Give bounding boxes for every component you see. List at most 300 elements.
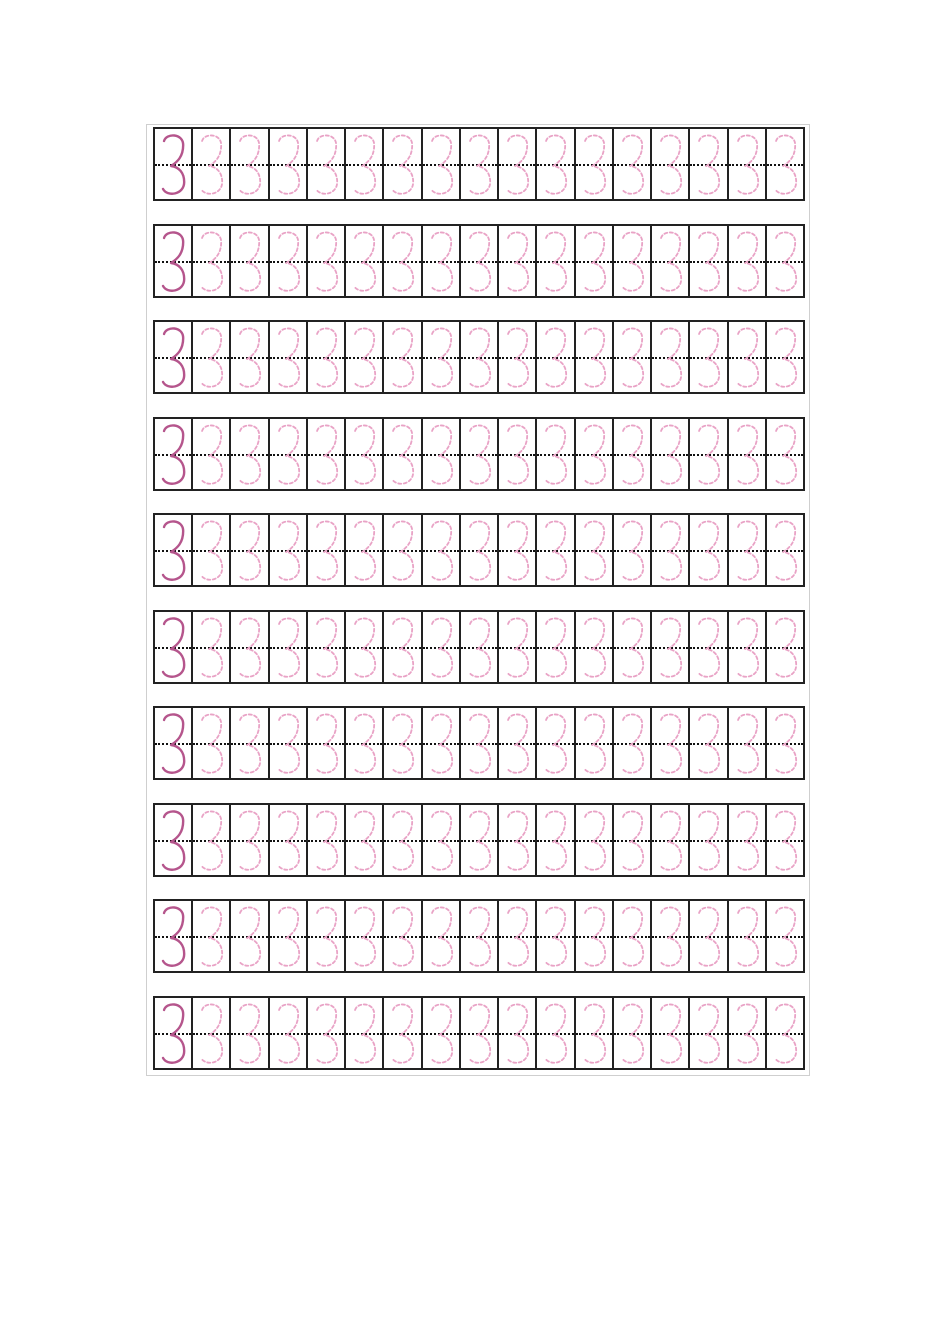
traceable-digit [270, 805, 306, 875]
trace-digit-cell[interactable] [308, 708, 346, 778]
trace-digit-cell[interactable] [499, 901, 537, 971]
trace-digit-cell[interactable] [193, 612, 231, 682]
trace-digit-cell[interactable] [346, 612, 384, 682]
trace-digit-cell[interactable] [270, 129, 308, 199]
trace-digit-cell[interactable] [729, 129, 767, 199]
traceable-digit [270, 322, 306, 392]
traceable-digit [767, 129, 803, 199]
trace-digit-cell[interactable] [308, 419, 346, 489]
traceable-digit [767, 322, 803, 392]
traceable-digit [270, 226, 306, 296]
trace-digit-cell[interactable] [537, 901, 575, 971]
traceable-digit [308, 419, 344, 489]
trace-digit-cell[interactable] [729, 612, 767, 682]
trace-digit-cell[interactable] [461, 998, 499, 1068]
trace-digit-cell[interactable] [767, 419, 803, 489]
trace-digit-cell[interactable] [614, 708, 652, 778]
trace-digit-cell[interactable] [308, 612, 346, 682]
trace-digit-cell[interactable] [537, 515, 575, 585]
traceable-digit [537, 129, 573, 199]
trace-digit-cell[interactable] [308, 226, 346, 296]
traceable-digit [231, 322, 267, 392]
traceable-digit [614, 708, 650, 778]
traceable-digit [499, 129, 535, 199]
trace-digit-cell[interactable] [499, 998, 537, 1068]
trace-digit-cell[interactable] [193, 322, 231, 392]
trace-digit-cell[interactable] [537, 419, 575, 489]
trace-digit-cell[interactable] [729, 419, 767, 489]
trace-digit-cell[interactable] [308, 322, 346, 392]
traceable-digit [270, 998, 306, 1068]
traceable-digit [423, 515, 459, 585]
trace-digit-cell[interactable] [308, 901, 346, 971]
model-digit [155, 998, 191, 1068]
traceable-digit [423, 322, 459, 392]
traceable-digit [729, 129, 765, 199]
traceable-digit [767, 901, 803, 971]
traceable-digit [231, 226, 267, 296]
traceable-digit [308, 226, 344, 296]
trace-digit-cell[interactable] [576, 805, 614, 875]
traceable-digit [231, 612, 267, 682]
traceable-digit [690, 901, 726, 971]
trace-digit-cell[interactable] [231, 612, 269, 682]
traceable-digit [767, 708, 803, 778]
trace-digit-cell[interactable] [576, 901, 614, 971]
traceable-digit [499, 901, 535, 971]
trace-digit-cell[interactable] [690, 708, 728, 778]
trace-digit-cell[interactable] [231, 226, 269, 296]
trace-digit-cell[interactable] [614, 805, 652, 875]
trace-digit-cell[interactable] [461, 708, 499, 778]
trace-digit-cell[interactable] [690, 322, 728, 392]
traceable-digit [690, 129, 726, 199]
traceable-digit [270, 419, 306, 489]
trace-digit-cell[interactable] [384, 322, 422, 392]
trace-digit-cell[interactable] [423, 998, 461, 1068]
trace-digit-cell[interactable] [576, 515, 614, 585]
traceable-digit [461, 226, 497, 296]
trace-digit-cell[interactable] [423, 708, 461, 778]
trace-digit-cell[interactable] [270, 998, 308, 1068]
trace-digit-cell[interactable] [537, 805, 575, 875]
trace-digit-cell[interactable] [614, 226, 652, 296]
trace-digit-cell[interactable] [308, 515, 346, 585]
model-digit-cell [155, 322, 193, 392]
trace-digit-cell[interactable] [614, 322, 652, 392]
traceable-digit [270, 708, 306, 778]
practice-row [153, 320, 805, 394]
trace-digit-cell[interactable] [461, 129, 499, 199]
trace-digit-cell[interactable] [423, 805, 461, 875]
model-digit [155, 901, 191, 971]
trace-digit-cell[interactable] [729, 998, 767, 1068]
traceable-digit [384, 226, 420, 296]
traceable-digit [652, 805, 688, 875]
trace-digit-cell[interactable] [384, 708, 422, 778]
trace-digit-cell[interactable] [423, 322, 461, 392]
traceable-digit [193, 998, 229, 1068]
trace-digit-cell[interactable] [231, 322, 269, 392]
trace-digit-cell[interactable] [193, 226, 231, 296]
trace-digit-cell[interactable] [270, 805, 308, 875]
traceable-digit [384, 708, 420, 778]
traceable-digit [461, 805, 497, 875]
trace-digit-cell[interactable] [193, 998, 231, 1068]
traceable-digit [193, 419, 229, 489]
trace-digit-cell[interactable] [231, 998, 269, 1068]
trace-digit-cell[interactable] [423, 226, 461, 296]
trace-digit-cell[interactable] [384, 612, 422, 682]
traceable-digit [537, 901, 573, 971]
trace-digit-cell[interactable] [193, 419, 231, 489]
trace-digit-cell[interactable] [231, 901, 269, 971]
trace-digit-cell[interactable] [384, 419, 422, 489]
traceable-digit [729, 419, 765, 489]
traceable-digit [499, 322, 535, 392]
trace-digit-cell[interactable] [346, 998, 384, 1068]
traceable-digit [346, 226, 382, 296]
model-digit-cell [155, 805, 193, 875]
trace-digit-cell[interactable] [461, 515, 499, 585]
traceable-digit [499, 515, 535, 585]
traceable-digit [767, 805, 803, 875]
trace-digit-cell[interactable] [461, 419, 499, 489]
traceable-digit [729, 901, 765, 971]
traceable-digit [193, 226, 229, 296]
trace-digit-cell[interactable] [537, 612, 575, 682]
trace-digit-cell[interactable] [193, 805, 231, 875]
trace-digit-cell[interactable] [499, 805, 537, 875]
traceable-digit [231, 805, 267, 875]
traceable-digit [461, 322, 497, 392]
model-digit [155, 515, 191, 585]
traceable-digit [576, 129, 612, 199]
trace-digit-cell[interactable] [729, 226, 767, 296]
traceable-digit [576, 708, 612, 778]
trace-digit-cell[interactable] [614, 998, 652, 1068]
trace-digit-cell[interactable] [231, 805, 269, 875]
traceable-digit [193, 901, 229, 971]
trace-digit-cell[interactable] [729, 708, 767, 778]
trace-digit-cell[interactable] [614, 419, 652, 489]
traceable-digit [423, 612, 459, 682]
trace-digit-cell[interactable] [767, 901, 803, 971]
trace-digit-cell[interactable] [652, 901, 690, 971]
trace-digit-cell[interactable] [767, 612, 803, 682]
trace-digit-cell[interactable] [729, 805, 767, 875]
traceable-digit [614, 322, 650, 392]
model-digit-cell [155, 129, 193, 199]
trace-digit-cell[interactable] [576, 612, 614, 682]
traceable-digit [308, 901, 344, 971]
trace-digit-cell[interactable] [423, 515, 461, 585]
trace-digit-cell[interactable] [308, 805, 346, 875]
trace-digit-cell[interactable] [537, 322, 575, 392]
traceable-digit [614, 998, 650, 1068]
traceable-digit [499, 612, 535, 682]
trace-digit-cell[interactable] [614, 612, 652, 682]
trace-digit-cell[interactable] [461, 612, 499, 682]
model-digit-cell [155, 998, 193, 1068]
traceable-digit [423, 901, 459, 971]
trace-digit-cell[interactable] [346, 226, 384, 296]
traceable-digit [690, 515, 726, 585]
traceable-digit [576, 805, 612, 875]
trace-digit-cell[interactable] [423, 901, 461, 971]
trace-digit-cell[interactable] [193, 901, 231, 971]
traceable-digit [346, 612, 382, 682]
traceable-digit [346, 901, 382, 971]
trace-digit-cell[interactable] [729, 901, 767, 971]
traceable-digit [576, 322, 612, 392]
trace-digit-cell[interactable] [461, 805, 499, 875]
trace-digit-cell[interactable] [461, 901, 499, 971]
trace-digit-cell[interactable] [537, 708, 575, 778]
trace-digit-cell[interactable] [346, 322, 384, 392]
trace-digit-cell[interactable] [193, 129, 231, 199]
trace-digit-cell[interactable] [499, 612, 537, 682]
traceable-digit [576, 901, 612, 971]
traceable-digit [537, 998, 573, 1068]
traceable-digit [270, 129, 306, 199]
trace-digit-cell[interactable] [767, 515, 803, 585]
trace-digit-cell[interactable] [576, 322, 614, 392]
traceable-digit [308, 612, 344, 682]
traceable-digit [537, 226, 573, 296]
trace-digit-cell[interactable] [346, 515, 384, 585]
traceable-digit [729, 998, 765, 1068]
trace-digit-cell[interactable] [346, 419, 384, 489]
trace-digit-cell[interactable] [767, 226, 803, 296]
traceable-digit [384, 129, 420, 199]
trace-digit-cell[interactable] [499, 129, 537, 199]
traceable-digit [690, 805, 726, 875]
trace-digit-cell[interactable] [690, 998, 728, 1068]
trace-digit-cell[interactable] [231, 419, 269, 489]
trace-digit-cell[interactable] [690, 901, 728, 971]
traceable-digit [384, 805, 420, 875]
practice-row [153, 513, 805, 587]
trace-digit-cell[interactable] [384, 901, 422, 971]
trace-digit-cell[interactable] [652, 419, 690, 489]
traceable-digit [729, 322, 765, 392]
traceable-digit [690, 612, 726, 682]
trace-digit-cell[interactable] [346, 901, 384, 971]
traceable-digit [423, 129, 459, 199]
traceable-digit [308, 998, 344, 1068]
traceable-digit [193, 129, 229, 199]
trace-digit-cell[interactable] [652, 708, 690, 778]
trace-digit-cell[interactable] [270, 226, 308, 296]
traceable-digit [729, 708, 765, 778]
trace-digit-cell[interactable] [270, 612, 308, 682]
trace-digit-cell[interactable] [270, 419, 308, 489]
traceable-digit [537, 612, 573, 682]
traceable-digit [614, 612, 650, 682]
traceable-digit [652, 129, 688, 199]
traceable-digit [614, 901, 650, 971]
trace-digit-cell[interactable] [652, 805, 690, 875]
traceable-digit [767, 612, 803, 682]
traceable-digit [231, 129, 267, 199]
trace-digit-cell[interactable] [423, 129, 461, 199]
model-digit [155, 322, 191, 392]
traceable-digit [231, 998, 267, 1068]
practice-row [153, 610, 805, 684]
trace-digit-cell[interactable] [767, 322, 803, 392]
model-digit [155, 612, 191, 682]
trace-digit-cell[interactable] [308, 129, 346, 199]
trace-digit-cell[interactable] [270, 901, 308, 971]
traceable-digit [461, 998, 497, 1068]
traceable-digit [346, 998, 382, 1068]
trace-digit-cell[interactable] [767, 708, 803, 778]
model-digit [155, 805, 191, 875]
trace-digit-cell[interactable] [537, 226, 575, 296]
traceable-digit [346, 708, 382, 778]
trace-digit-cell[interactable] [423, 419, 461, 489]
trace-digit-cell[interactable] [690, 612, 728, 682]
trace-digit-cell[interactable] [231, 129, 269, 199]
traceable-digit [652, 322, 688, 392]
trace-digit-cell[interactable] [423, 612, 461, 682]
traceable-digit [614, 419, 650, 489]
trace-digit-cell[interactable] [690, 805, 728, 875]
traceable-digit [308, 708, 344, 778]
trace-digit-cell[interactable] [576, 129, 614, 199]
trace-digit-cell[interactable] [614, 129, 652, 199]
traceable-digit [461, 419, 497, 489]
traceable-digit [576, 419, 612, 489]
trace-digit-cell[interactable] [384, 129, 422, 199]
trace-digit-cell[interactable] [384, 226, 422, 296]
trace-digit-cell[interactable] [652, 515, 690, 585]
traceable-digit [423, 805, 459, 875]
trace-digit-cell[interactable] [652, 129, 690, 199]
trace-digit-cell[interactable] [499, 419, 537, 489]
traceable-digit [499, 226, 535, 296]
trace-digit-cell[interactable] [308, 998, 346, 1068]
traceable-digit [346, 805, 382, 875]
practice-row [153, 224, 805, 298]
traceable-digit [231, 515, 267, 585]
traceable-digit [384, 322, 420, 392]
model-digit-cell [155, 612, 193, 682]
trace-digit-cell[interactable] [614, 901, 652, 971]
trace-digit-cell[interactable] [690, 419, 728, 489]
trace-digit-cell[interactable] [346, 129, 384, 199]
traceable-digit [461, 612, 497, 682]
traceable-digit [499, 708, 535, 778]
trace-digit-cell[interactable] [193, 515, 231, 585]
trace-digit-cell[interactable] [346, 805, 384, 875]
traceable-digit [652, 998, 688, 1068]
trace-digit-cell[interactable] [231, 515, 269, 585]
trace-digit-cell[interactable] [384, 515, 422, 585]
trace-digit-cell[interactable] [384, 805, 422, 875]
trace-digit-cell[interactable] [499, 708, 537, 778]
traceable-digit [537, 322, 573, 392]
traceable-digit [576, 515, 612, 585]
trace-digit-cell[interactable] [652, 612, 690, 682]
trace-digit-cell[interactable] [690, 129, 728, 199]
model-digit [155, 226, 191, 296]
trace-digit-cell[interactable] [537, 998, 575, 1068]
traceable-digit [231, 708, 267, 778]
trace-digit-cell[interactable] [537, 129, 575, 199]
trace-digit-cell[interactable] [499, 226, 537, 296]
traceable-digit [346, 129, 382, 199]
trace-digit-cell[interactable] [690, 515, 728, 585]
traceable-digit [461, 901, 497, 971]
trace-digit-cell[interactable] [499, 322, 537, 392]
trace-digit-cell[interactable] [461, 226, 499, 296]
model-digit-cell [155, 708, 193, 778]
trace-digit-cell[interactable] [461, 322, 499, 392]
traceable-digit [384, 419, 420, 489]
traceable-digit [308, 129, 344, 199]
trace-digit-cell[interactable] [193, 708, 231, 778]
trace-digit-cell[interactable] [652, 998, 690, 1068]
trace-digit-cell[interactable] [652, 226, 690, 296]
trace-digit-cell[interactable] [346, 708, 384, 778]
traceable-digit [193, 612, 229, 682]
trace-digit-cell[interactable] [767, 805, 803, 875]
traceable-digit [537, 805, 573, 875]
trace-digit-cell[interactable] [270, 708, 308, 778]
traceable-digit [614, 129, 650, 199]
model-digit [155, 708, 191, 778]
traceable-digit [690, 322, 726, 392]
traceable-digit [346, 322, 382, 392]
trace-digit-cell[interactable] [384, 998, 422, 1068]
practice-row [153, 803, 805, 877]
trace-digit-cell[interactable] [729, 322, 767, 392]
trace-digit-cell[interactable] [576, 708, 614, 778]
traceable-digit [193, 322, 229, 392]
trace-digit-cell[interactable] [729, 515, 767, 585]
traceable-digit [652, 901, 688, 971]
trace-digit-cell[interactable] [270, 322, 308, 392]
trace-digit-cell[interactable] [576, 998, 614, 1068]
traceable-digit [499, 805, 535, 875]
trace-digit-cell[interactable] [270, 515, 308, 585]
trace-digit-cell[interactable] [576, 419, 614, 489]
traceable-digit [270, 515, 306, 585]
trace-digit-cell[interactable] [652, 322, 690, 392]
traceable-digit [270, 901, 306, 971]
trace-digit-cell[interactable] [614, 515, 652, 585]
traceable-digit [614, 226, 650, 296]
trace-digit-cell[interactable] [231, 708, 269, 778]
trace-digit-cell[interactable] [767, 129, 803, 199]
trace-digit-cell[interactable] [767, 998, 803, 1068]
traceable-digit [652, 708, 688, 778]
traceable-digit [231, 901, 267, 971]
traceable-digit [461, 708, 497, 778]
traceable-digit [537, 708, 573, 778]
traceable-digit [690, 708, 726, 778]
traceable-digit [461, 515, 497, 585]
traceable-digit [537, 419, 573, 489]
traceable-digit [384, 901, 420, 971]
traceable-digit [308, 322, 344, 392]
trace-digit-cell[interactable] [499, 515, 537, 585]
traceable-digit [576, 226, 612, 296]
trace-digit-cell[interactable] [576, 226, 614, 296]
trace-digit-cell[interactable] [690, 226, 728, 296]
